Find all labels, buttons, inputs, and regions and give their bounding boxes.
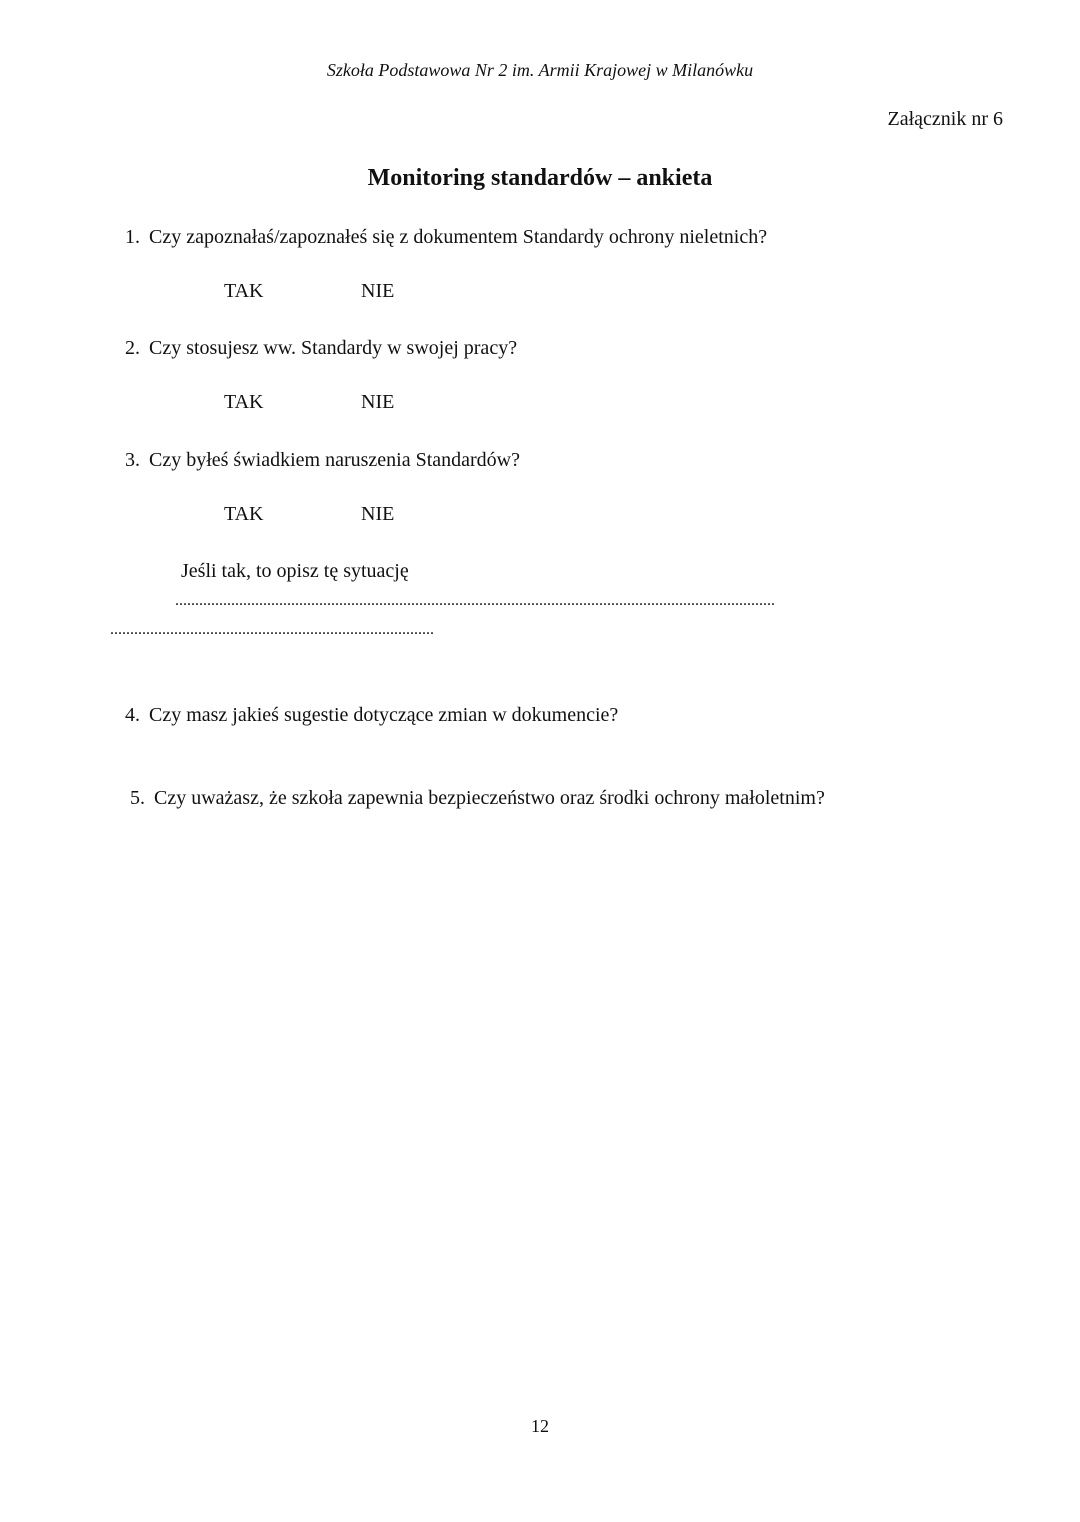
question-2 (110, 337, 517, 360)
question-text: Czy stosujesz ww. Standardy w swojej pracy? (149, 337, 518, 359)
attachment-label: Załącznik nr 6 (887, 108, 1003, 130)
answer-no-2: NIE (361, 391, 395, 413)
question-number: 1. (125, 226, 140, 248)
follow-up-prompt: Jeśli tak, to opisz tę sytuację (181, 560, 409, 582)
question-text: Czy zapoznałaś/zapoznałeś się z dokumentem Standardy ochrony nieletnich? (149, 226, 768, 248)
question-number: 4. (125, 704, 140, 726)
answer-no-1: NIE (361, 280, 395, 302)
page-number: 12 (531, 1416, 549, 1436)
page-title: Monitoring standardów – ankieta (367, 165, 713, 191)
answer-yes-2: TAK (224, 391, 264, 413)
answer-yes-1: TAK (224, 280, 264, 302)
question-text: Czy masz jakieś sugestie dotyczące zmian w dokumencie? (149, 704, 619, 726)
question-number: 5. (130, 787, 145, 809)
question-number: 2. (125, 337, 140, 359)
answer-line-1: ...................................................................................................................................................... (175, 592, 775, 609)
question-5 (115, 787, 825, 810)
question-text: Czy uważasz, że szkoła zapewnia bezpieczeństwo oraz środki ochrony małoletnim? (154, 787, 825, 809)
question-1 (110, 226, 767, 249)
answer-no-3: NIE (361, 503, 395, 525)
question-text: Czy byłeś świadkiem naruszenia Standardów? (149, 449, 521, 471)
school-header: Szkoła Podstawowa Nr 2 im. Armii Krajowej w Milanówku (326, 60, 754, 80)
question-3 (110, 449, 520, 472)
question-number: 3. (125, 449, 140, 471)
answer-line-2: ................................................................................. (110, 621, 434, 638)
question-4 (110, 704, 618, 727)
answer-yes-3: TAK (224, 503, 264, 525)
